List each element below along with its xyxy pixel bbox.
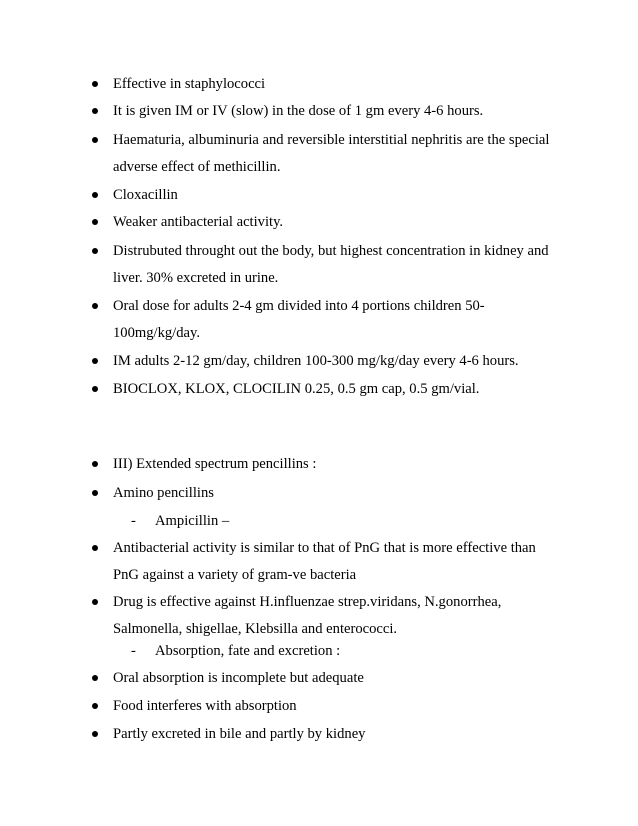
dash-marker: - <box>131 643 136 659</box>
item-text: liver. 30% excreted in urine. <box>113 270 279 286</box>
item-text: Antibacterial activity is similar to that of PnG that is more effective than <box>113 540 536 556</box>
item-text: Partly excreted in bile and partly by kidney <box>113 726 366 742</box>
bullet-icon <box>92 675 98 681</box>
bullet-icon <box>92 108 98 114</box>
bullet-icon <box>92 303 98 309</box>
item-text: IM adults 2-12 gm/day, children 100-300 mg/kg/day every 4-6 hours. <box>113 353 519 369</box>
item-text: Distrubuted throught out the body, but highest concentration in kidney and <box>113 243 549 259</box>
item-text: 100mg/kg/day. <box>113 325 201 341</box>
item-text: Weaker antibacterial activity. <box>113 214 284 230</box>
bullet-icon <box>92 358 98 364</box>
bullet-icon <box>92 81 98 87</box>
bullet-icon <box>92 386 98 392</box>
item-text: PnG against a variety of gram-ve bacteria <box>113 567 357 583</box>
bullet-icon <box>92 599 98 605</box>
item-text: Oral dose for adults 2-4 gm divided into 4 portions children 50- <box>113 298 485 314</box>
bullet-icon <box>92 248 98 254</box>
bullet-icon <box>92 192 98 198</box>
item-text: Effective in staphylococci <box>113 76 266 92</box>
item-text: III) Extended spectrum pencillins : <box>113 456 317 472</box>
bullet-icon <box>92 461 98 467</box>
sub-item-text: Absorption, fate and excretion : <box>155 643 341 659</box>
dash-marker: - <box>131 513 136 529</box>
item-text: adverse effect of methicillin. <box>113 159 281 175</box>
item-text: Haematuria, albuminuria and reversible interstitial nephritis are the special <box>113 132 550 148</box>
item-text: Salmonella, shigellae, Klebsilla and enterococci. <box>113 621 398 637</box>
item-text: Drug is effective against H.influenzae strep.viridans, N.gonorrhea, <box>113 594 502 610</box>
item-text: Food interferes with absorption <box>113 698 297 714</box>
bullet-icon <box>92 703 98 709</box>
bullet-icon <box>92 731 98 737</box>
sub-item-text: Ampicillin – <box>155 513 230 529</box>
item-text: Cloxacillin <box>113 187 178 203</box>
bullet-icon <box>92 137 98 143</box>
bullet-icon <box>92 219 98 225</box>
bullet-icon <box>92 545 98 551</box>
item-text: BIOCLOX, KLOX, CLOCILIN 0.25, 0.5 gm cap, 0.5 gm/vial. <box>113 381 480 397</box>
item-text: Oral absorption is incomplete but adequate <box>113 670 364 686</box>
bullet-icon <box>92 490 98 496</box>
item-text: It is given IM or IV (slow) in the dose of 1 gm every 4-6 hours. <box>113 103 484 119</box>
item-text: Amino pencillins <box>113 485 214 501</box>
